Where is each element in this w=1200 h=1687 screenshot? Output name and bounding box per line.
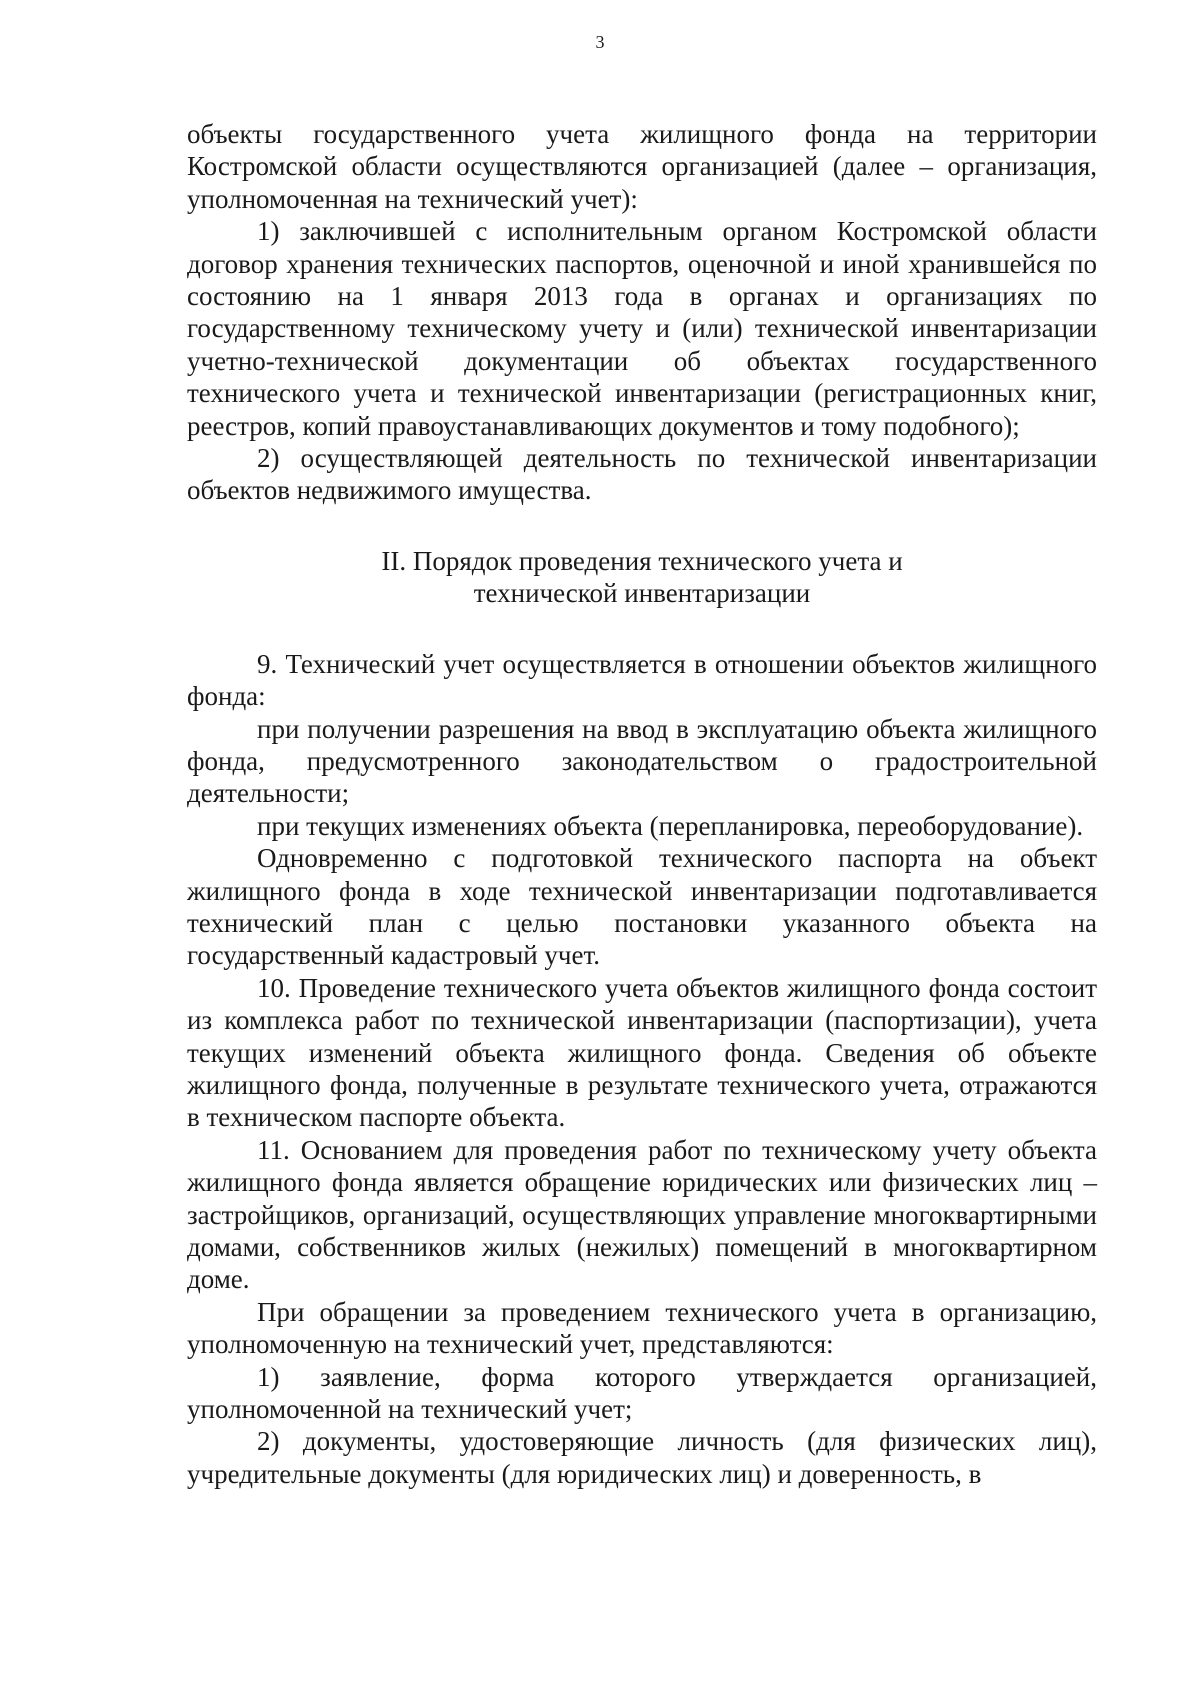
- paragraph-intro: объекты государственного учета жилищного фонда на территории Костромской области осуществляются организацией (далее – организация, уполномоченная на технический учет):: [187, 119, 1097, 214]
- paragraph-clause-11: 11. Основанием для проведения работ по техническому учету объекта жилищного фонда является обращение юридических или физических лиц – застройщиков, организаций, осуществляющих управление многоквартирными домами, собственников жилых (нежилых) помещений в многоквартирном доме.: [187, 1134, 1097, 1295]
- paragraph-clause-9: 9. Технический учет осуществляется в отношении объектов жилищного фонда:: [187, 648, 1097, 712]
- paragraph-item-1: 1) заключившей с исполнительным органом Костромской области договор хранения технических паспортов, оценочной и иной хранившейся по состоянию на 1 января 2013 года в органах и организациях по государственному техническому учету и (или) технической инвентаризации учетно-технической документации об объектах государственного технического учета и технической инвентаризации (регистрационных книг, реестров, копий правоустанавливающих документов и тому подобного);: [187, 216, 1097, 441]
- page-number: 3: [595, 32, 605, 52]
- paragraph-clause-11-docs: При обращении за проведением технического учета в организацию, уполномоченную на технический учет, представляются:: [187, 1296, 1097, 1360]
- paragraph-clause-9-case-1: при получении разрешения на ввод в эксплуатацию объекта жилищного фонда, предусмотренного законодательством о градостроительной деятельности;: [187, 713, 1097, 809]
- section-heading: II. Порядок проведения технического учета и технической инвентаризации: [381, 545, 903, 609]
- paragraph-clause-9-note: Одновременно с подготовкой технического паспорта на объект жилищного фонда в ходе технической инвентаризации подготавливается технический план с целью постановки указанного объекта на государственный кадастровый учет.: [187, 843, 1097, 971]
- paragraph-doc-item-1: 1) заявление, форма которого утверждается организацией, уполномоченной на технический учет;: [187, 1361, 1097, 1425]
- paragraph-clause-10: 10. Проведение технического учета объектов жилищного фонда состоит из комплекса работ по технической инвентаризации (паспортизации), учета текущих изменений объекта жилищного фонда. Сведения об объекте жилищного фонда, полученные в результате технического учета, отражаются в техническом паспорте объекта.: [187, 972, 1097, 1133]
- paragraph-item-2: 2) осуществляющей деятельность по технической инвентаризации объектов недвижимого имущества.: [187, 443, 1097, 506]
- paragraph-clause-9-case-2: при текущих изменениях объекта (перепланировка, переоборудование).: [257, 810, 1084, 841]
- paragraph-doc-item-2: 2) документы, удостоверяющие личность (для физических лиц), учредительные документы (для юридических лиц) и доверенность, в: [187, 1426, 1097, 1489]
- document-body: [187, 118, 1097, 1490]
